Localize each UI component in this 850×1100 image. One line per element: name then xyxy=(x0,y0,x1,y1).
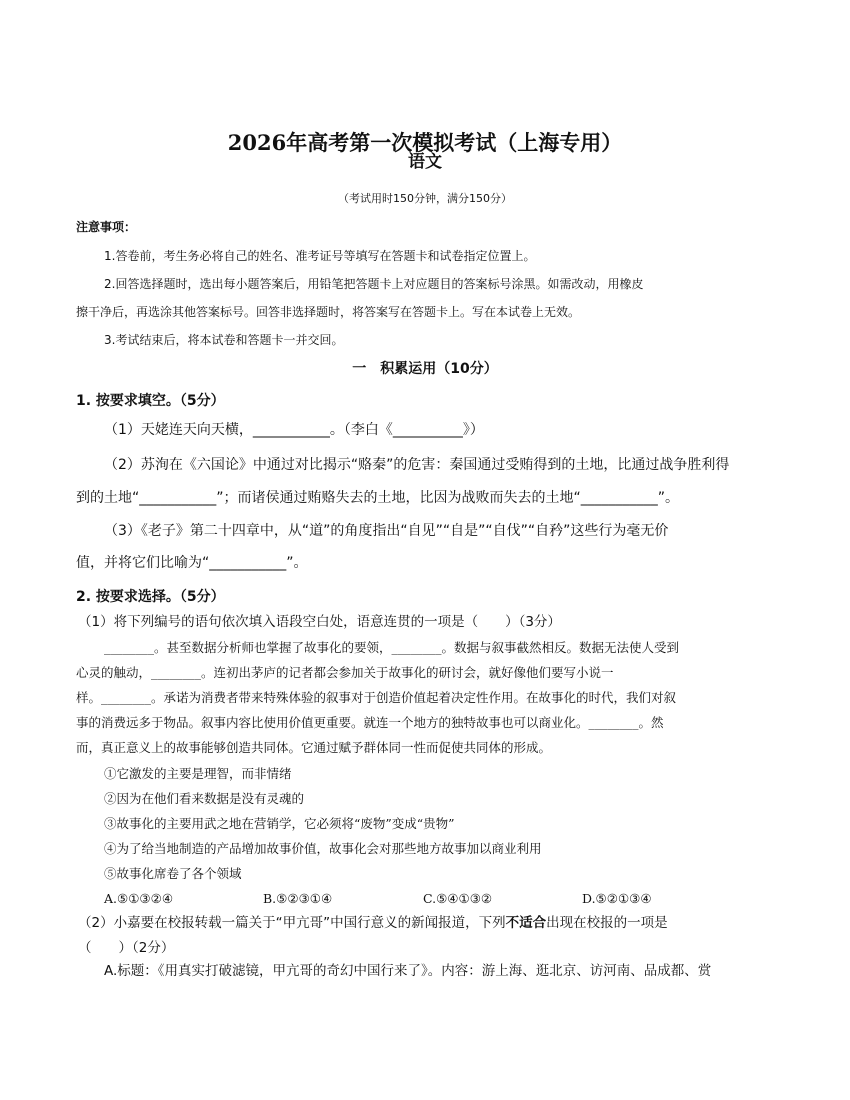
note-item: 擦干净后，再选涂其他答案标号。回答非选择题时，将答案写在答题卡上。写在本试卷上无效。 xyxy=(76,305,581,319)
note-item: 2.回答选择题时，选出每小题答案后，用铅笔把答题卡上对应题目的答案标号涂黑。如需改动，用橡皮 xyxy=(104,277,644,291)
question-line: （1）天姥连天向天横，___________。（李白《__________》） xyxy=(104,422,484,438)
exam-info: （考试用时150分钟，满分150分） xyxy=(338,192,512,205)
section-heading: 一 积累运用（10分） xyxy=(352,361,498,377)
question-2-heading: 2. 按要求选择。（5分） xyxy=(76,589,225,605)
subquestion-1: （1）将下列编号的语句依次填入语段空白处，语意连贯的一项是（ ）（3分） xyxy=(78,614,561,630)
choice-a: A.⑤①③②④ xyxy=(104,891,174,906)
notes-heading: 注意事项： xyxy=(76,220,137,234)
choice-d: D.⑤②①③④ xyxy=(582,891,652,906)
question-line: 值，并将它们比喻为“___________”。 xyxy=(76,555,308,571)
choice-c: C.⑤④①③② xyxy=(423,891,493,906)
note-item: 1.答卷前，考生务必将自己的姓名、准考证号等填写在答题卡和试卷指定位置上。 xyxy=(104,249,536,263)
subquestion-2 xyxy=(78,915,668,931)
passage-line: ________。甚至数据分析师也掌握了故事化的要领，________。数据与叙事截然相反。数据无法使人受到 xyxy=(104,640,680,655)
subquestion-2-text: 出现在校报的一项是 xyxy=(546,915,668,931)
option-sentence: ④为了给当地制造的产品增加故事价值，故事化会对那些地方故事加以商业利用 xyxy=(104,841,542,856)
question-line: （2）苏洵在《六国论》中通过对比揭示“赂秦”的危害：秦国通过受贿得到的土地，比通过战争胜利得 xyxy=(104,457,730,473)
subject-title: 语文 xyxy=(408,152,442,172)
passage-line: 而，真正意义上的故事能够创造共同体。它通过赋予群体同一性而促使共同体的形成。 xyxy=(76,740,552,755)
option-sentence: ①它激发的主要是理智，而非情绪 xyxy=(104,766,292,781)
passage-line: 样。________。承诺为消费者带来特殊体验的叙事对于创造价值起着决定性作用。在故事化的时代，我们对叙 xyxy=(76,690,677,705)
question-1-heading: 1. 按要求填空。（5分） xyxy=(76,393,225,409)
note-item: 3.考试结束后，将本试卷和答题卡一并交回。 xyxy=(104,333,344,347)
passage-line: 事的消费远多于物品。叙事内容比使用价值更重要。就连一个地方的独特故事也可以商业化。________。然 xyxy=(76,715,664,730)
passage-line: 心灵的触动，________。连初出茅庐的记者都会参加关于故事化的研讨会，就好像他们要写小说一 xyxy=(76,665,614,680)
subquestion-2-emphasis: 不适合 xyxy=(505,915,547,931)
choice-b: B.⑤②③①④ xyxy=(263,891,333,906)
option-sentence: ③故事化的主要用武之地在营销学，它必须将“废物”变成“贵物” xyxy=(104,816,455,831)
subquestion-2-text: （2）小嘉要在校报转载一篇关于“甲亢哥”中国行意义的新闻报道，下列 xyxy=(78,915,506,931)
subquestion-2-cont: （ ）（2分） xyxy=(78,940,175,956)
page-title: 2026年高考第一次模拟考试（上海专用） xyxy=(227,130,623,155)
option-sentence: ⑤故事化席卷了各个领域 xyxy=(104,866,242,881)
option-sentence: ②因为在他们看来数据是没有灵魂的 xyxy=(104,791,305,806)
question-line: 到的土地“___________”；而诸侯通过贿赂失去的土地，比因为战败而失去的土地“___________”。 xyxy=(76,490,680,506)
question-line: （3）《老子》第二十四章中，从“道”的角度指出“自见”“自是”“自伐”“自矜”这些行为毫无价 xyxy=(104,523,669,539)
option-a-text: A.标题：《用真实打破滤镜，甲亢哥的奇幻中国行来了》。内容：游上海、逛北京、访河南、品成都、赏 xyxy=(104,963,712,979)
